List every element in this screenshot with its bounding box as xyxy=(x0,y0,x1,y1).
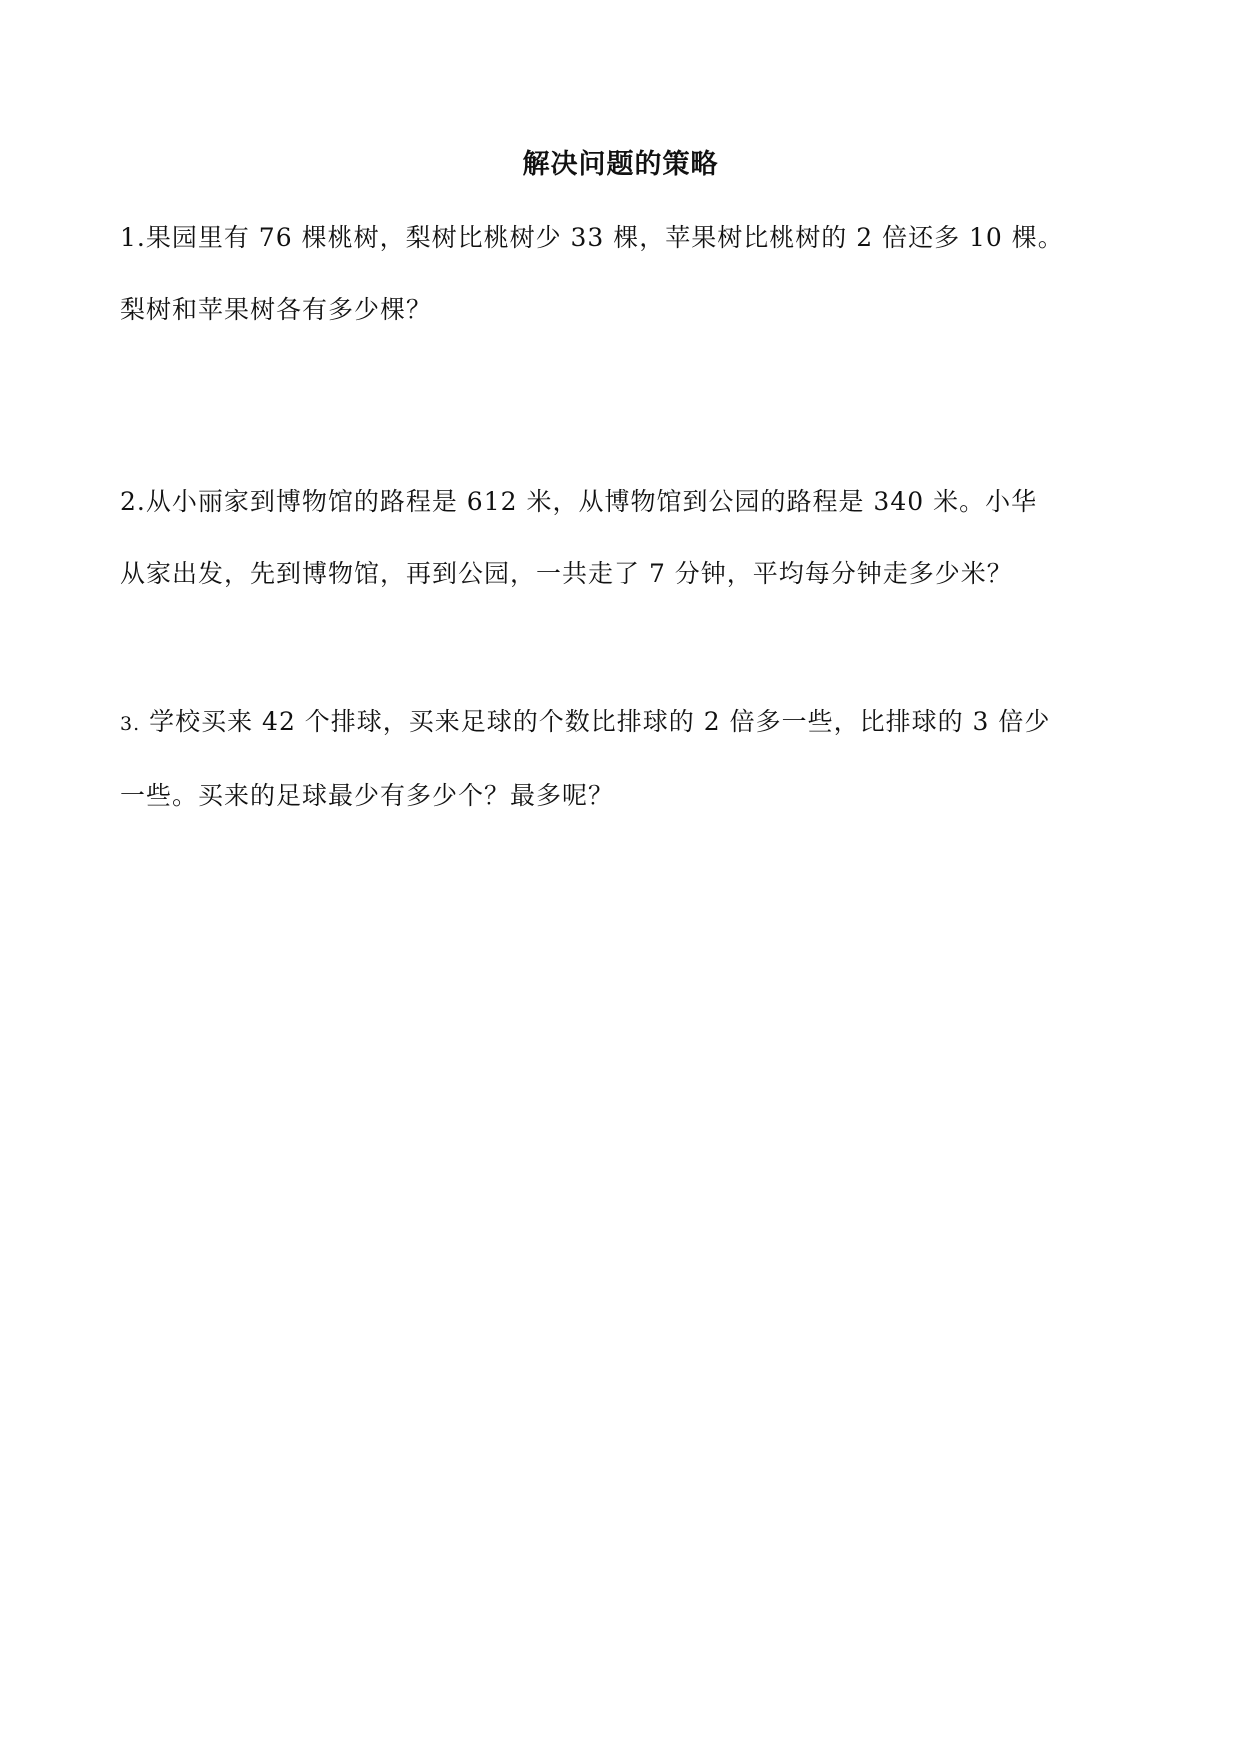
question-3-line-1 xyxy=(120,686,1130,760)
question-2 xyxy=(120,466,1130,610)
question-1 xyxy=(120,202,1130,346)
question-1-number: 1. xyxy=(120,223,146,252)
question-2-text-2: 从家出发，先到博物馆，再到公园，一共走了 7 分钟，平均每分钟走多少米？ xyxy=(120,559,1013,588)
question-3 xyxy=(120,686,1130,832)
question-2-number: 2. xyxy=(120,487,146,516)
question-1-text-1: 果园里有 76 棵桃树，梨树比桃树少 33 棵，苹果树比桃树的 2 倍还多 10 棵。 xyxy=(145,223,1064,252)
question-3-text-1: 学校买来 42 个排球，买来足球的个数比排球的 2 倍多一些，比排球的 3 倍少 xyxy=(149,707,1051,736)
question-2-line-1 xyxy=(120,466,1130,538)
question-3-number: 3. xyxy=(120,713,141,735)
question-1-line-1 xyxy=(120,202,1130,274)
question-1-text-2: 梨树和苹果树各有多少棵？ xyxy=(120,295,433,324)
question-2-text-1: 从小丽家到博物馆的路程是 612 米，从博物馆到公园的路程是 340 米。小华 xyxy=(145,487,1038,516)
page-title: 解决问题的策略 xyxy=(522,149,719,180)
question-3-text-2: 一些。买来的足球最少有多少个？最多呢？ xyxy=(120,781,615,810)
